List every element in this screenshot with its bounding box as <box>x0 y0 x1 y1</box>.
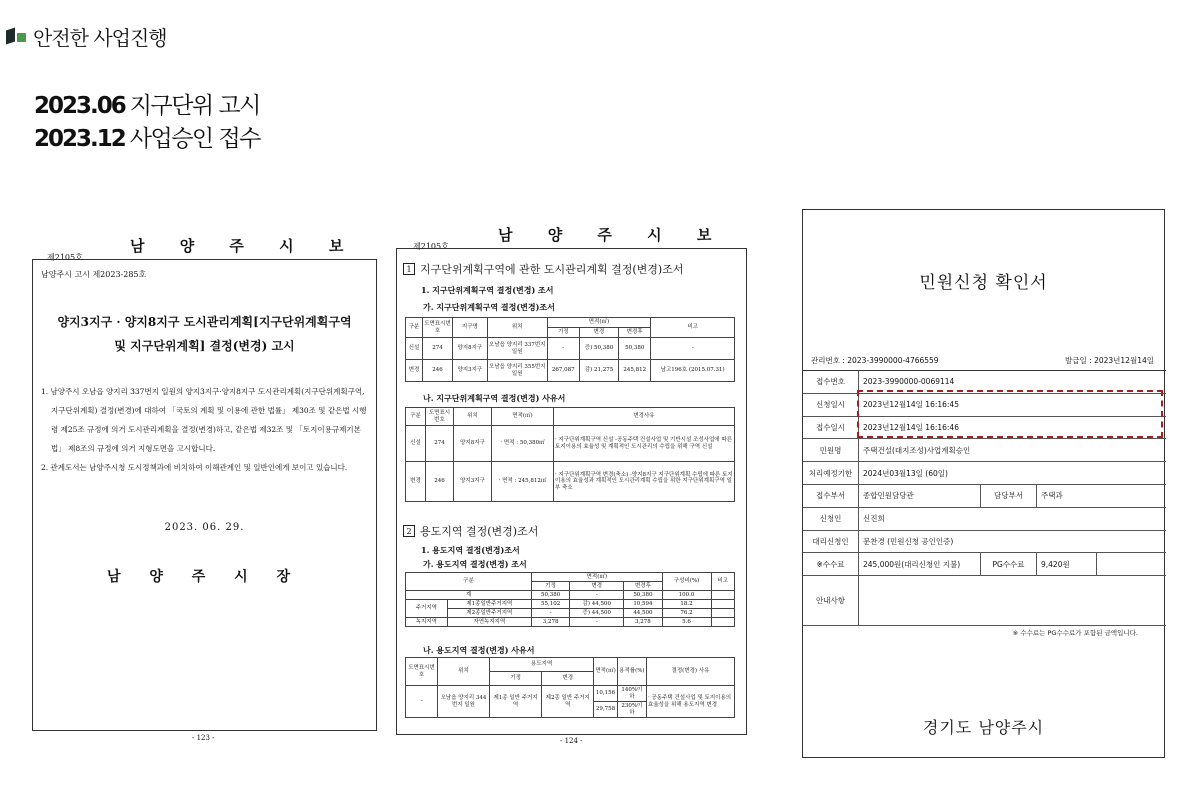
table-row <box>803 462 1166 485</box>
t2-header: 구분 <box>406 408 426 426</box>
pgfee-value: 9,420원 <box>1037 553 1097 575</box>
doc1-date: 2023. 06. 29. <box>164 522 245 533</box>
t1-cell: 267,087 <box>547 360 579 382</box>
row-label: 대리신청인 <box>803 531 859 553</box>
doc1-page <box>32 259 377 731</box>
t1-subheader: 변경후 <box>619 328 651 338</box>
row-value: 2024년03월13일 (60일) <box>863 468 948 478</box>
row-value: 주택건설(대지조성)사업계획승인 <box>863 445 971 455</box>
t3-cell: 50,380 <box>531 591 569 600</box>
milestone-2-text: 사업승인 접수 <box>129 126 260 152</box>
t2-cell: · 면적 : 245,812㎡ <box>492 462 554 502</box>
t3-cell: 증) 44,500 <box>570 609 624 618</box>
table-row <box>406 360 735 382</box>
row-label: ※수수료 <box>803 553 859 575</box>
brand <box>6 22 167 51</box>
row-label: 신청인 <box>803 508 859 530</box>
t2-header: 도면표시번호 <box>426 408 454 426</box>
t4-cell: 오남읍 양지리 344번지 일원 <box>438 686 490 718</box>
t1-header: 면적(㎡) <box>547 318 651 328</box>
section-2-box: 2 <box>403 525 415 537</box>
t4-subheader: 기정 <box>490 672 542 686</box>
doc2-sec2-sub3: 나. 용도지역 결정(변경) 사유서 <box>423 645 535 655</box>
t4-subheader: 변경 <box>542 672 594 686</box>
t3-cell <box>711 609 735 618</box>
t3-cell <box>711 618 735 627</box>
doc1-page-number: - 123 - <box>192 734 215 742</box>
t3-cell <box>711 600 735 609</box>
t2-cell: 246 <box>426 462 454 502</box>
t3-cell: - <box>570 591 624 600</box>
doc2-sec2-sub2: 가. 용도지역 결정(변경) 조서 <box>423 559 527 569</box>
t4-cell: 제2종 일반 주거지역 <box>542 686 594 718</box>
t1-cell: 양지3지구 <box>453 360 488 382</box>
table-row <box>406 462 735 502</box>
table-row <box>406 591 735 600</box>
t3-cell: 18.2 <box>662 600 711 609</box>
row-label: 민원명 <box>803 439 859 461</box>
doc1-heading-line2: 및 지구단위계획] 결정(변경) 고시 <box>114 339 295 353</box>
t4-cell: 제1종 일반 주거지역 <box>490 686 542 718</box>
table-row <box>406 600 735 609</box>
t1-header: 구분 <box>406 318 423 338</box>
t4-cell: 29,758 <box>594 702 617 718</box>
t2-cell: 274 <box>426 426 454 462</box>
milestone-2-date: 2023.12 <box>34 126 125 152</box>
t2-cell: 신설 <box>406 426 426 462</box>
table-row <box>803 531 1166 554</box>
doc2-section-2-title: 용도지역 결정(변경)조서 <box>420 525 539 538</box>
fee-value: 245,000원(대리신청인 지불) <box>859 553 981 575</box>
t4-header: 위치 <box>438 658 490 686</box>
table-row <box>803 553 1166 576</box>
t1-subheader: 기정 <box>547 328 579 338</box>
t4-cell: · 공동주택 건설사업 및 토지이용의 효율성을 위해 용도지역 변경 <box>647 686 735 718</box>
table-row <box>406 338 735 360</box>
dept-split <box>859 485 1166 507</box>
doc2-section-1-title: 지구단위계획구역에 관한 도시관리계획 결정(변경)조서 <box>420 263 684 276</box>
t3-cell: 76.2 <box>662 609 711 618</box>
t4-header: 도면표시번호 <box>406 658 438 686</box>
row-label: 안내사항 <box>803 576 859 625</box>
t4-header: 용도지역 <box>490 658 594 672</box>
table-row <box>803 508 1166 531</box>
t1-cell: 양지8지구 <box>453 338 488 360</box>
t2-header: 변경사유 <box>554 408 735 426</box>
t3-cell: 50,380 <box>624 591 662 600</box>
t3-header: 비고 <box>711 573 735 591</box>
table-district-area <box>405 317 735 382</box>
t4-cell: 230%이하 <box>617 702 646 718</box>
doc1-notice-no: 남양주시 고시 제2023-285호 <box>41 270 147 279</box>
t2-header: 위치 <box>454 408 492 426</box>
fee-split <box>859 553 1166 575</box>
section-title: 안전한 사업진행 <box>33 26 167 50</box>
table-row <box>406 686 735 702</box>
row-value <box>859 576 863 625</box>
table-zoning-reason <box>405 657 735 718</box>
milestone-2 <box>34 120 260 153</box>
issuing-city: 경기도 남양주시 <box>922 718 1045 737</box>
milestone-1-text: 지구단위 고시 <box>129 93 260 119</box>
row-value: 문찬경 (민원신청 공인인증) <box>863 536 954 546</box>
t3-cell: 55,102 <box>531 600 569 609</box>
doc1-issue-no: 제2105호 <box>47 253 83 262</box>
t3-cell: 제1종일반주거지역 <box>447 600 531 609</box>
t3-cell: 주거지역 <box>406 600 448 618</box>
t3-cell: 3,278 <box>624 618 662 627</box>
row-value: 신진희 <box>863 514 885 524</box>
doc1-heading-line1: 양지3지구 · 양지8지구 도시관리계획[지구단위계획구역 <box>57 315 352 329</box>
table-row <box>406 426 735 462</box>
t2-header: 면적(㎡) <box>492 408 554 426</box>
brand-logo-icon <box>6 27 26 47</box>
t3-cell: 자연녹지지역 <box>447 618 531 627</box>
t1-cell: 변경 <box>406 360 423 382</box>
t3-subheader: 변경후 <box>624 582 662 591</box>
t3-header: 구성비(%) <box>662 573 711 591</box>
t2-cell: · 면적 : 50,380㎡ <box>492 426 554 462</box>
t3-cell: 5.6 <box>662 618 711 627</box>
t3-cell: 44,500 <box>624 609 662 618</box>
doc2-page-number: - 124 - <box>560 737 583 745</box>
doc2-section-2 <box>403 523 538 539</box>
table-row <box>803 439 1166 462</box>
t1-cell: 남고196호 (2015.07.31) <box>651 360 735 382</box>
t1-cell: 오남읍 양지리 355번지 일원 <box>487 360 547 382</box>
t3-cell: - <box>570 618 624 627</box>
doc2-sec1-sub1: 1. 지구단위계획구역 결정(변경) 조서 <box>421 285 554 295</box>
t3-cell <box>711 591 735 600</box>
t1-cell: - <box>651 338 735 360</box>
t1-cell: 증) 50,380 <box>579 338 618 360</box>
management-number: 관리번호 : 2023-3990000-4766559 <box>811 356 939 365</box>
t3-cell: 계 <box>406 591 532 600</box>
t4-cell: 140%이하 <box>617 686 646 702</box>
t4-cell: - <box>406 686 438 718</box>
t3-cell: 10,594 <box>624 600 662 609</box>
t4-header: 용적률(%) <box>617 658 646 686</box>
t4-header: 면적(㎡) <box>594 658 617 686</box>
doc1-paragraph-2: 2. 관계도서는 남양주시청 도시정책과에 비치하여 이해관계인 및 일반인에게 보이고 있습니다. <box>41 463 348 472</box>
t4-header: 결정(변경) 사유 <box>647 658 735 686</box>
t1-cell: 오남읍 양지리 337번지 일원 <box>487 338 547 360</box>
t3-subheader: 변경 <box>570 582 624 591</box>
table-row <box>803 485 1166 508</box>
doc2-sec1-sub3: 나. 지구단위계획구역 결정(변경) 사유서 <box>423 393 566 403</box>
t2-cell: 양지8지구 <box>454 426 492 462</box>
milestone-1 <box>34 87 260 120</box>
table-row <box>406 618 735 627</box>
table-district-reason <box>405 407 735 502</box>
t3-cell: 제2종일반주거지역 <box>447 609 531 618</box>
row-label: 접수번호 <box>803 371 859 393</box>
dept-value: 종합민원담당관 <box>859 485 981 507</box>
t1-cell: 50,380 <box>619 338 651 360</box>
row-value: 2023-3990000-0069114 <box>863 377 955 387</box>
issue-date: 발급일 : 2023년12월14일 <box>1065 356 1154 365</box>
t3-cell: 녹지지역 <box>406 618 448 627</box>
t2-cell: · 지구단위계획구역 신설 -공동주택 건설사업 및 기반시설 조성사업에 따른 토지이용의 효율성 및 계획적인 도시관리의 수립을 위해 구역 신설 <box>554 426 735 462</box>
doc1-heading <box>33 310 376 358</box>
doc2-sec1-sub2: 가. 지구단위계획구역 결정(변경)조서 <box>423 302 555 312</box>
row-value: 2023년12월14일 16:16:45 <box>863 400 959 410</box>
t3-cell: 3,278 <box>531 618 569 627</box>
doc2-title: 남 양 주 시 보 <box>498 226 727 244</box>
milestone-1-date: 2023.06 <box>34 93 125 119</box>
row-label: 접수부서 <box>803 485 859 507</box>
t3-header: 구분 <box>406 573 532 591</box>
doc1-signature: 남 양 주 시 장 <box>106 569 303 585</box>
t4-cell: 10,156 <box>594 686 617 702</box>
doc2-issue-no: 제2105호 <box>413 242 449 251</box>
t3-cell: 100.0 <box>662 591 711 600</box>
t1-cell: 246 <box>423 360 453 382</box>
t2-cell: 변경 <box>406 462 426 502</box>
t1-cell: - <box>547 338 579 360</box>
charge-label: 담당부서 <box>981 485 1037 507</box>
doc2-sec2-sub1: 1. 용도지역 결정(변경)조서 <box>421 545 520 555</box>
row-label: 처리예정기한 <box>803 462 859 484</box>
t1-subheader: 변경 <box>579 328 618 338</box>
t2-cell: · 지구단위계획구역 변경(축소) -양지8지구 지구단위계획 수립에 따른 토지이용의 효율성과 계획적인 도시관리계획 수립을 위한 지구단위계획구역 일부 축소 <box>554 462 735 502</box>
t1-header: 지구명 <box>453 318 488 338</box>
table-row <box>406 609 735 618</box>
doc1-body <box>41 382 369 477</box>
receipt-title: 민원신청 확인서 <box>919 273 1048 293</box>
doc2-page <box>396 248 747 735</box>
row-value: 2023년12월14일 16:16:46 <box>863 422 959 432</box>
doc1-paragraph-1: 1. 남양주시 오남읍 양지리 337번지 일원의 양지3지구·양지8지구 도시관리계획(지구단위계획구역, 지구단위계획) 결정(변경)에 대하여 「국토의 계획 및 이용에 관한 법률」 제30조 및 같은법 시행령 제25조 규정에 의거 도시관리계획을 결정(변경)하고, 같은법 제32조 및 「토지이용규제기본법」 제8조의 규정에 의거 지형도면을 고시합니다. <box>41 387 367 453</box>
t1-cell: 274 <box>423 338 453 360</box>
doc1-title: 남 양 주 시 보 <box>130 237 359 255</box>
section-1-box: 1 <box>403 263 415 275</box>
t1-header: 위치 <box>487 318 547 338</box>
highlight-box <box>857 390 1163 438</box>
t1-cell: 감) 21,275 <box>579 360 618 382</box>
t1-cell: 신설 <box>406 338 423 360</box>
table-zoning-area <box>405 572 735 627</box>
row-label: 접수일시 <box>803 417 859 439</box>
charge-value: 주택과 <box>1041 491 1063 501</box>
row-label: 신청일시 <box>803 394 859 416</box>
pgfee-label: PG수수료 <box>981 553 1037 575</box>
t1-cell: 245,812 <box>619 360 651 382</box>
t3-cell: - <box>531 609 569 618</box>
t2-cell: 양지3지구 <box>454 462 492 502</box>
table-row <box>803 576 1166 626</box>
fee-note: ※ 수수료는 PG수수료가 포함된 금액입니다. <box>1012 629 1138 637</box>
t3-subheader: 기정 <box>531 582 569 591</box>
doc2-section-1 <box>403 261 683 277</box>
complaint-receipt <box>802 209 1165 758</box>
t3-header: 면적(㎡) <box>531 573 662 582</box>
t3-cell: 감) 44,500 <box>570 600 624 609</box>
t1-header: 비고 <box>651 318 735 338</box>
t1-header: 도면표시번호 <box>423 318 453 338</box>
